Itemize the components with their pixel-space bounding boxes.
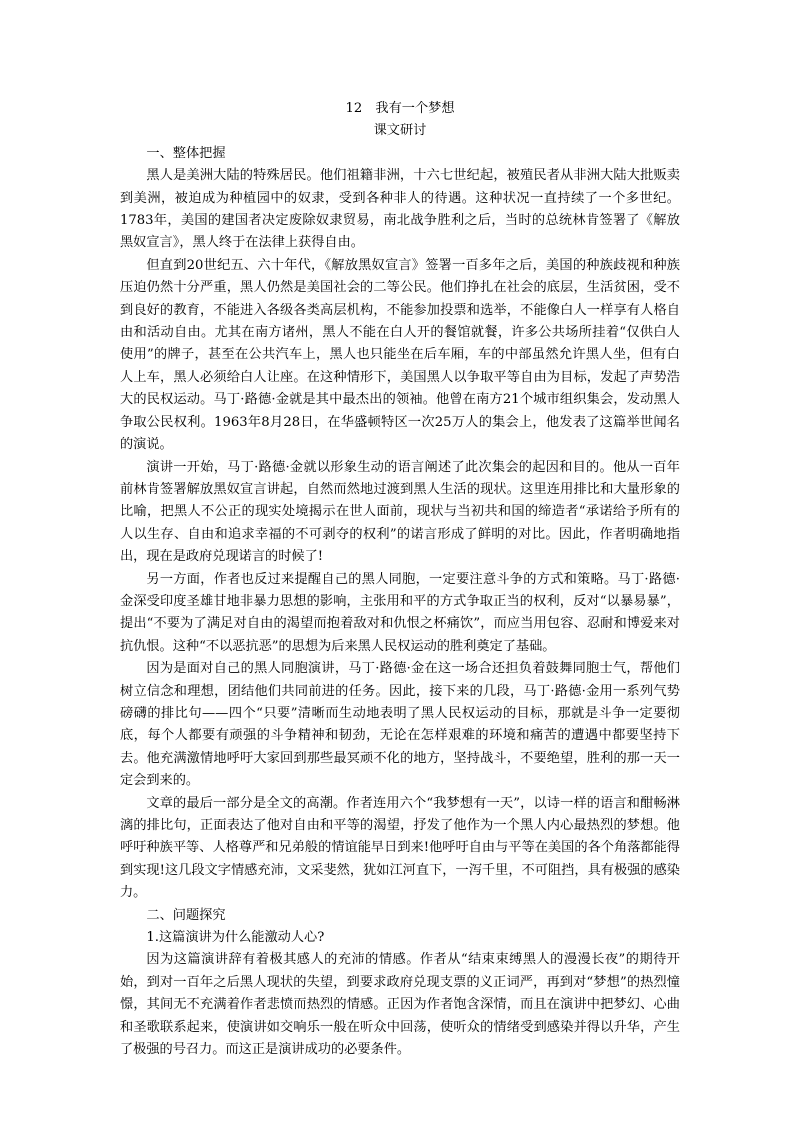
paragraph: 因为是面对自己的黑人同胞演讲，马丁·路德·金在这一场合还担负着鼓舞同胞士气，帮他们树立信念和理想，团结他们共同前进的任务。因此，接下来的几段，马丁·路德·金用一系列气势磅礴的排比句——四个“只要”清晰而生动地表明了黑人民权运动的目标，那就是斗争一定要彻底，每个人都要有顽强的斗争精神和韧劲，无论在怎样艰难的环境和痛苦的遭遇中都要坚持下去。他充满激情地呼吁大家回到那些最冥顽不化的地方，坚持战斗，不要绝望，胜利的那一天一定会到来的。 xyxy=(120,661,680,789)
section-heading-questions: 二、问题探究 xyxy=(146,907,226,923)
question: 1.这篇演讲为什么能激动人心? xyxy=(146,930,325,946)
section-heading-overview: 一、整体把握 xyxy=(146,145,226,161)
page-subtitle: 课文研讨 xyxy=(373,123,427,139)
page-title: 12 我有一个梦想 xyxy=(345,101,455,116)
paragraph: 演讲一开始，马丁·路德·金就以形象生动的语言阐述了此次集会的起因和目的。他从一百年前林肯签署解放黑奴宣言讲起，自然而然地过渡到黑人生活的现状。这里连用排比和大量形象的比喻，把黑人不公正的现实处境揭示在世人面前，现状与当初共和国的缔造者“承诺给予所有的人以生存、自由和追求幸福的不可剥夺的权利”的诺言形成了鲜明的对比。因此，作者明确地指出，现在是政府兑现诺言的时候了! xyxy=(120,459,680,565)
paragraph: 另一方面，作者也反过来提醒自己的黑人同胞，一定要注意斗争的方式和策略。马丁·路德·金深受印度圣雄甘地非暴力思想的影响，主张用和平的方式争取正当的权利，反对“以暴易暴”，提出“不要为了满足对自由的渴望而抱着敌对和仇恨之杯痛饮”，而应当用包容、忍耐和博爱来对抗仇恨。这种“不以恶抗恶”的思想为后来黑人民权运动的胜利奠定了基础。 xyxy=(120,571,680,654)
paragraph: 文章的最后一部分是全文的高潮。作者连用六个“我梦想有一天”，以诗一样的语言和酣畅淋漓的排比句，正面表达了他对自由和平等的渴望，抒发了他作为一个黑人内心最热烈的梦想。他呼吁种族平等、人格尊严和兄弟般的情谊能早日到来!他呼吁自由与平等在美国的各个角落都能得到实现!这几段文字情感充沛，文采斐然，犹如江河直下，一泻千里，不可阻挡，具有极强的感染力。 xyxy=(120,795,680,901)
paragraph: 黑人是美洲大陆的特殊居民。他们祖籍非洲，十六七世纪起，被殖民者从非洲大陆大批贩卖到美洲，被迫成为种植园中的奴隶，受到各种非人的待遇。这种状况一直持续了一个多世纪。1783年，美国的建国者决定废除奴隶贸易，南北战争胜利之后，当时的总统林肯签署了《解放黑奴宣言》，黑人终于在法律上获得自由。 xyxy=(120,168,680,251)
document-page xyxy=(120,98,680,1061)
paragraph: 因为这篇演讲辞有着极其感人的充沛的情感。作者从“结束束缚黑人的漫漫长夜”的期待开始，到对一百年之后黑人现状的失望，到要求政府兑现支票的义正词严，再到对“梦想”的热烈憧憬，其间无不充满着作者悲愤而热烈的情感。正因为作者饱含深情，而且在演讲中把梦幻、心曲和圣歌联系起来，使演讲如交响乐一般在听众中回荡，使听众的情绪受到感染并得以升华，产生了极强的号召力。而这正是演讲成功的必要条件。 xyxy=(120,952,680,1058)
paragraph: 但直到20世纪五、六十年代，《解放黑奴宣言》签署一百多年之后，美国的种族歧视和种族压迫仍然十分严重，黑人仍然是美国社会的二等公民。他们挣扎在社会的底层，生活贫困，受不到良好的教育，不能进入各级各类高层机构，不能参加投票和选举，不能像白人一样享有人格自由和活动自由。尤其在南方诸州，黑人不能在白人开的餐馆就餐，许多公共场所挂着“仅供白人使用”的牌子，甚至在公共汽车上，黑人也只能坐在后车厢，车的中部虽然允许黑人坐，但有白人上车，黑人必须给白人让座。在这种情形下，美国黑人以争取平等自由为目标，发起了声势浩大的民权运动。马丁·路德·金就是其中最杰出的领袖。他曾在南方21个城市组织集会，发动黑人争取公民权利。1963年8月28日，在华盛顿特区一次25万人的集会上，他发表了这篇举世闻名的演说。 xyxy=(120,257,680,453)
